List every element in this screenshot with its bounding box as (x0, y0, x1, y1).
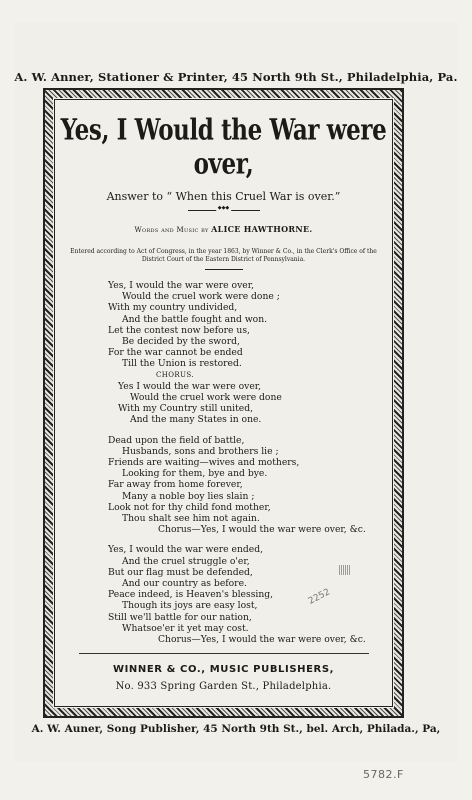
lyric-line: Yes, I would the war were over, (108, 280, 254, 291)
lyric-line: Still we'll battle for our nation, (108, 611, 252, 623)
copyright-notice: Entered according to Act of Congress, in the year 1863, by Winner & Co., in the Clerk's Office of the District Court of the Eastern District of Pennsylvania. (70, 248, 377, 263)
stanza-gap (108, 535, 391, 544)
lyric-line: Many a noble boy lies slain ; (122, 490, 255, 502)
lyric-line: For the war cannot be ended (108, 347, 243, 359)
chorus-reference: Chorus—Yes, I would the war were over, &c. (158, 634, 366, 646)
lyric-line: Peace indeed, is Heaven's blessing, (108, 589, 274, 601)
top-imprint: A. W. Anner, Stationer & Printer, 45 North 9th St., Philadelphia, Pa. (14, 70, 458, 84)
lyric-line: But our flag must be defended, (108, 566, 253, 578)
lyric-line: Look not for thy child fond mother, (108, 501, 271, 513)
lyric-line: And the battle fought and won. (122, 313, 268, 325)
pencil-annotation: 2252 (306, 587, 332, 607)
lyric-line: And the many States in one. (130, 414, 262, 426)
lyric-line: Yes, I would the war were ended, (108, 544, 264, 556)
lyric-line: And our country as before. (122, 578, 247, 590)
lyric-line: Friends are waiting—wives and mothers, (108, 457, 300, 469)
credits (56, 224, 391, 234)
song-subtitle: Answer to “ When this Cruel War is over.” (106, 190, 341, 203)
catalog-number: 5782.F (363, 768, 404, 781)
divider (205, 269, 243, 270)
lyric-line: Dead upon the field of battle, (108, 434, 245, 446)
publisher-name: WINNER & CO., MUSIC PUBLISHERS, (112, 664, 335, 676)
credits-author: ALICE HAWTHORNE. (211, 224, 313, 234)
lyric-line: Thou shalt see him not again. (122, 513, 260, 525)
credits-prefix: Words and Music by (134, 226, 209, 234)
divider (79, 653, 369, 654)
lyric-line: Yes I would the war were over, (118, 380, 262, 392)
stanza-gap (108, 426, 391, 435)
lyric-line: Till the Union is restored. (122, 358, 242, 370)
lyric-line: Would the cruel work were done (130, 392, 282, 404)
song-title: Yes, I Would the War were over, (60, 113, 387, 181)
lyric-line: And the cruel struggle o'er, (122, 555, 250, 567)
lyric-line: Though its joys are easy lost, (122, 600, 258, 612)
chorus-reference: Chorus—Yes, I would the war were over, &c. (158, 524, 366, 536)
lyric-line: Be decided by the sword, (122, 336, 240, 348)
lyric-line: Looking for them, bye and bye. (122, 468, 268, 480)
lyric-line: With my country undivided, (108, 302, 238, 314)
bottom-imprint: A. W. Auner, Song Publisher, 45 North 9th St., bel. Arch, Philada., Pa, (31, 723, 441, 735)
lyric-line: Whatsoe'er it yet may cost. (122, 622, 249, 634)
publisher-address: No. 933 Spring Garden St., Philadelphia. (115, 681, 332, 693)
broadside-content (56, 104, 391, 704)
lyrics (108, 280, 391, 645)
lyric-line: With my Country still united, (118, 403, 254, 415)
ornament-rule (188, 210, 260, 211)
lyric-line: Far away from home forever, (108, 479, 243, 491)
lyric-line: Husbands, sons and brothers lie ; (122, 445, 279, 457)
chorus-label: CHORUS. (156, 370, 194, 379)
ink-smudge (339, 565, 351, 575)
lyric-line: Would the cruel work were done ; (122, 291, 280, 303)
lyric-line: Let the contest now before us, (108, 324, 250, 336)
